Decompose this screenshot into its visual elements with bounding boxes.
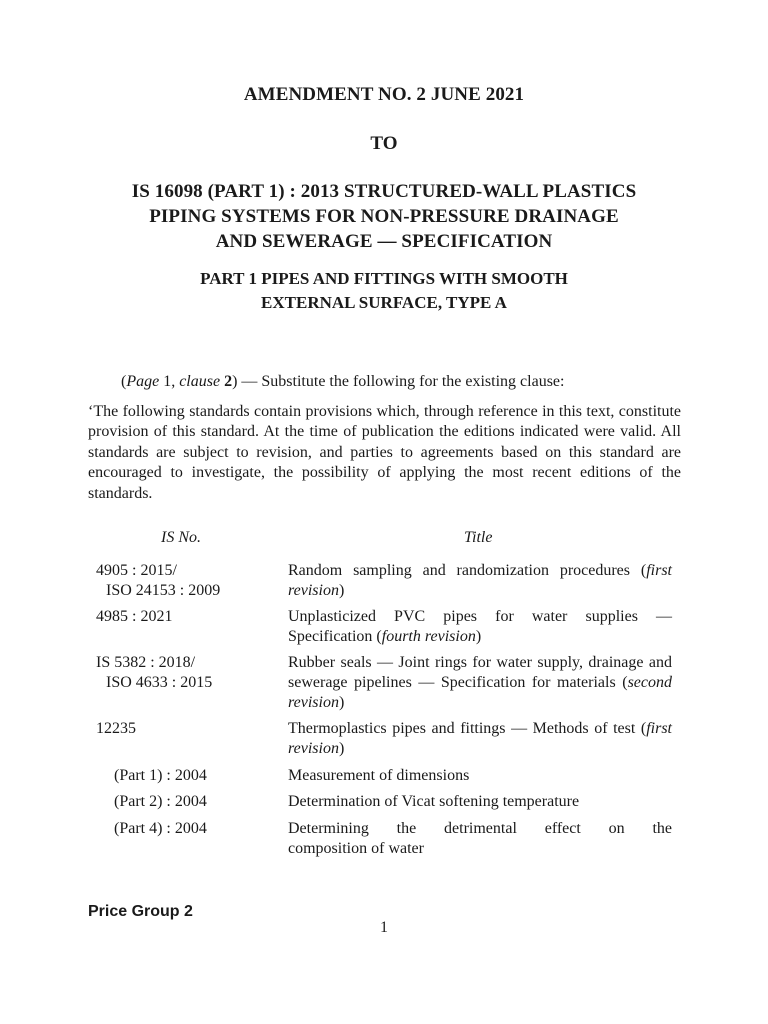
table-row-title: [288, 561, 672, 601]
table-row-title: [288, 766, 672, 786]
standard-title-line-3: AND SEWERAGE — SPECIFICATION: [215, 231, 553, 252]
revision-note: fourth revision: [381, 628, 476, 646]
revision-open: (: [622, 674, 628, 692]
table-row-title: [288, 653, 672, 714]
table-row-is-number: [96, 561, 281, 601]
table-row-is-number: [96, 653, 281, 693]
instruction-open-paren: (: [121, 373, 127, 390]
page-number: 1: [380, 919, 388, 936]
is-number-line: 12235: [96, 720, 136, 737]
table-row-title: [288, 792, 672, 812]
table-row-title: [288, 719, 672, 759]
is-number-line: 4985 : 2021: [96, 608, 173, 625]
table-row-title: [288, 819, 672, 859]
iso-number-line: ISO 24153 : 2009: [106, 582, 221, 600]
instruction-clause-word: clause: [179, 373, 221, 390]
is-number-line: 4905 : 2015/: [96, 562, 177, 579]
quoted-paragraph: ‘The following standards contain provisions which, through reference in this text, constitute provision of this standard. At the time of publication the editions indicated were valid. All standards are subject to revision, and parties to agreements based on this standard are encouraged to investigate, the possibility of applying the most recent editions of the standards.: [88, 403, 681, 502]
standard-title-line-2: PIPING SYSTEMS FOR NON-PRESSURE DRAINAGE: [149, 206, 619, 227]
title-text-line-2: [288, 627, 672, 647]
part-title-line-2: EXTERNAL SURFACE, TYPE A: [261, 293, 507, 312]
amendment-heading: AMENDMENT NO. 2 JUNE 2021: [243, 84, 525, 105]
revision-note: second revision: [288, 674, 672, 712]
column-header-title: Title: [464, 529, 493, 546]
title-text-line-1: Unplasticized PVC pipes for water supplies —: [288, 608, 672, 625]
table-row-title: [288, 607, 672, 647]
amendment-instruction: [121, 373, 564, 391]
table-row-is-number: [96, 607, 281, 627]
title-text: Determination of Vicat softening temperature: [288, 793, 580, 810]
title-text-line-2: composition of water: [288, 840, 424, 858]
is-number-line: (Part 1) : 2004: [114, 767, 207, 784]
title-text: Random sampling and randomization procedures: [288, 562, 631, 579]
instruction-clause-number: 2: [220, 373, 233, 390]
title-text-prefix: Specification (: [288, 628, 382, 646]
to-heading: TO: [370, 133, 398, 154]
instruction-page-number: 1,: [159, 373, 180, 390]
standard-title-line-1: IS 16098 (PART 1) : 2013 STRUCTURED-WALL PLASTICS: [131, 181, 637, 202]
revision-close: ): [338, 694, 345, 712]
column-header-is-no: IS No.: [161, 529, 201, 546]
iso-number-line: ISO 4633 : 2015: [106, 674, 213, 692]
instruction-page-word: Page: [126, 373, 160, 390]
title-text-line-1: Determining the detrimental effect on the: [288, 820, 672, 837]
part-title-line-1: PART 1 PIPES AND FITTINGS WITH SMOOTH: [200, 269, 568, 288]
revision-close: ): [338, 740, 345, 758]
is-number-line: (Part 2) : 2004: [114, 793, 207, 810]
title-text: Measurement of dimensions: [288, 767, 470, 784]
table-row-is-number: [114, 766, 299, 786]
is-number-line: (Part 4) : 2004: [114, 820, 207, 837]
instruction-rest: ) — Substitute the following for the existing clause:: [232, 373, 565, 390]
table-row-is-number: [114, 792, 299, 812]
table-row-is-number: [114, 819, 299, 839]
table-row-is-number: [96, 719, 281, 739]
revision-open: (: [640, 720, 647, 737]
title-text: Thermoplastics pipes and fittings — Methods of test: [288, 720, 636, 737]
title-text: Rubber seals — Joint rings for water supply, drainage and sewerage pipelines — Specification for materials: [288, 654, 672, 692]
price-group-label: Price Group 2: [88, 903, 193, 920]
revision-note: first revision: [288, 720, 672, 758]
is-number-line: IS 5382 : 2018/: [96, 654, 196, 671]
revision-close: ): [338, 582, 345, 600]
revision-note: first revision: [288, 562, 672, 600]
revision-open: (: [640, 562, 647, 579]
revision-close: ): [475, 628, 482, 646]
